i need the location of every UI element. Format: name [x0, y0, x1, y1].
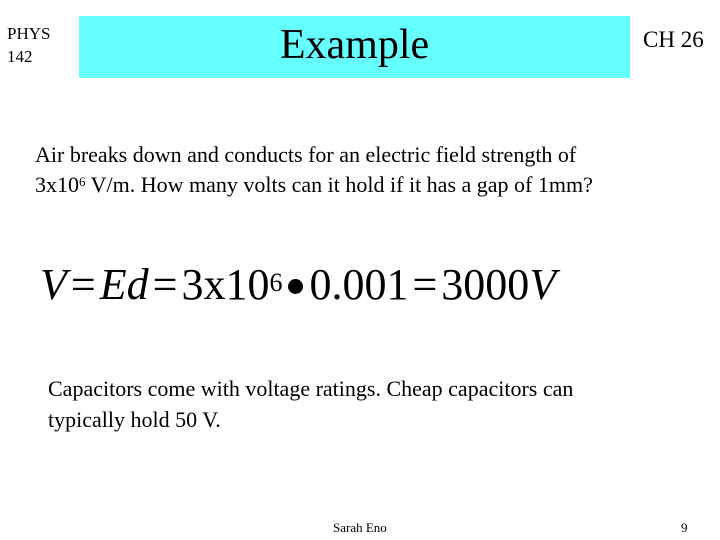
title-banner [79, 16, 630, 78]
page-number: 9 [681, 520, 688, 535]
problem-line-2-rest: V/m. How many volts can it hold if it has a gap of 1mm? [85, 172, 593, 197]
field-exponent: 6 [79, 174, 86, 189]
multiplication-dot-icon [288, 279, 303, 294]
note-line-1: Capacitors come with voltage ratings. Cheap capacitors can [48, 376, 574, 401]
course-name: PHYS [7, 24, 51, 43]
note-line-2: typically hold 50 V. [48, 407, 221, 432]
equation-exponent: 6 [269, 268, 283, 297]
field-coefficient: 3x10 [35, 172, 79, 197]
problem-statement [35, 140, 675, 200]
equals-sign-1: = [70, 260, 96, 309]
equation-result-unit: V [529, 260, 557, 309]
equation-lhs: V [40, 260, 67, 309]
problem-line-2 [35, 170, 675, 200]
problem-line-1: Air breaks down and conducts for an electric field strength of [35, 142, 577, 167]
course-label [7, 22, 50, 68]
equation-gap-factor: 0.001 [309, 260, 409, 309]
slide-title: Example [279, 22, 430, 68]
equation-ed: Ed [99, 260, 149, 309]
chapter-label: CH 26 [643, 27, 704, 52]
equals-sign-2: = [152, 260, 178, 309]
equation-result-number: 3000 [441, 260, 530, 309]
capacitor-note [48, 373, 668, 435]
voltage-equation [40, 255, 556, 315]
course-number: 142 [7, 47, 33, 66]
footer-author: Sarah Eno [333, 520, 387, 535]
equals-sign-3: = [412, 260, 438, 309]
equation-coefficient: 3x10 [181, 260, 270, 309]
